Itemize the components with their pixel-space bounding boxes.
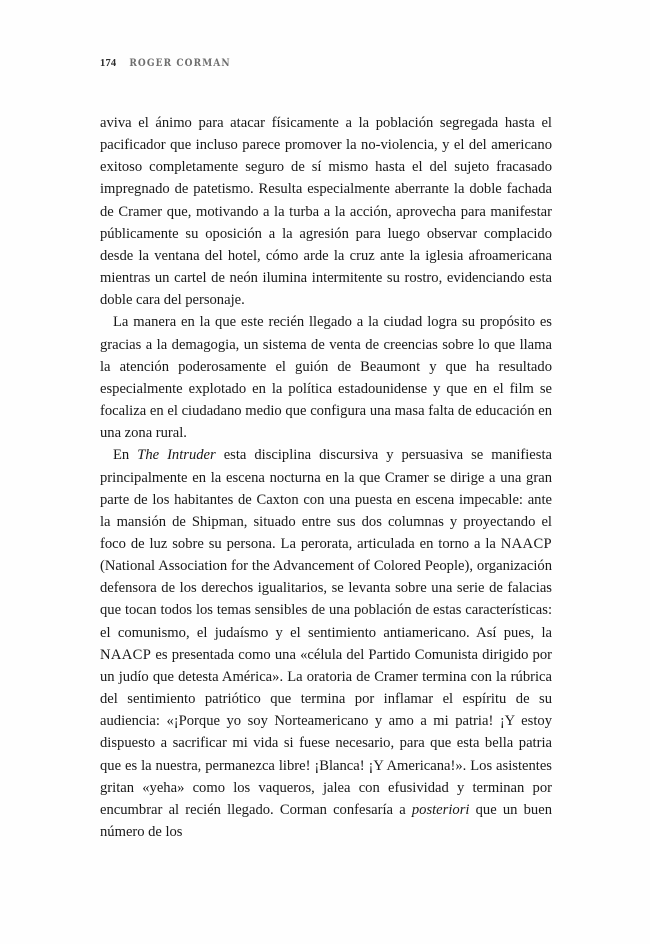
- text-run: La manera en la que este recién llegado a la ciudad logra su propósito es gracias a la demagogia, un sistema de venta de creencias sobre lo que llama la atención poderosamente el guión de Beaumont y que ha resultado especialmente explotado en la política estadounidense y que en el film se focaliza en el ciudadano medio que configura una masa falta de educación en una zona rural.: [100, 314, 552, 442]
- paragraph: [100, 444, 552, 843]
- page-number: 174: [100, 58, 117, 69]
- text-run: que un buen número de los: [100, 801, 552, 840]
- paragraph: [100, 311, 552, 444]
- running-head: [100, 58, 550, 74]
- running-head-title: ROGER CORMAN: [129, 57, 231, 69]
- italic-run: posteriori: [411, 801, 470, 818]
- text-run: aviva el ánimo para atacar físicamente a la población segregada hasta el pacificador que incluso parece promover la no-violencia, y el del americano exitoso completamente seguro de sí mismo hasta el del sujeto fracasado impregnado de patetismo. Resulta especialmente aberrante la doble fachada de Cramer que, motivando a la turba a la acción, aprovecha para manifestar públicamente su oposición a la agresión para luego observar complacido desde la ventana del hotel, cómo arde la cruz ante la iglesia afroamericana mientras un cartel de neón ilumina intermitente su rostro, evidenciando esta doble cara del personaje.: [100, 115, 552, 309]
- text-run: esta disciplina discursiva y persuasiva se manifiesta principalmente en la escena nocturna en la que Cramer se dirige a una gran parte de los habitantes de Caxton con una puesta en escena impecable: ante la mansión de Shipman, situado entre sus dos columnas y proyectando el foco de luz sobre su persona. La perorata, articulada en torno a la: [100, 447, 552, 552]
- italic-run: The Intruder: [137, 447, 216, 464]
- paragraph: [100, 112, 552, 311]
- text-run: (National Association for the Advancement of Colored People), organización defensora de los derechos igualitarios, se levanta sobre una serie de falacias que tocan todos los temas sensibles de una población de estas características: el comunismo, el judaísmo y el sentimiento antiamericano. Así pues, la: [100, 558, 552, 641]
- text-run: es presentada como una «célula del Partido Comunista dirigido por un judío que detesta América». La oratoria de Cramer termina con la rúbrica del sentimiento patriótico que termina por inflamar el espíritu de su audiencia: «¡Porque yo soy Norteamericano y amo a mi patria! ¡Y estoy dispuesto a sacrificar mi vida si fuese necesario, para que esta bella patria que es la nuestra, permanezca libre! ¡Blanca! ¡Y Americana!». Los asistentes gritan «yeha» como los vaqueros, jalea con efusividad y terminan por encumbrar al recién llegado. Corman confesaría a: [100, 646, 552, 818]
- text-block: [100, 112, 552, 843]
- acronym: NAACP: [100, 646, 152, 663]
- text-run: En: [113, 447, 138, 464]
- acronym: NAACP: [500, 535, 552, 552]
